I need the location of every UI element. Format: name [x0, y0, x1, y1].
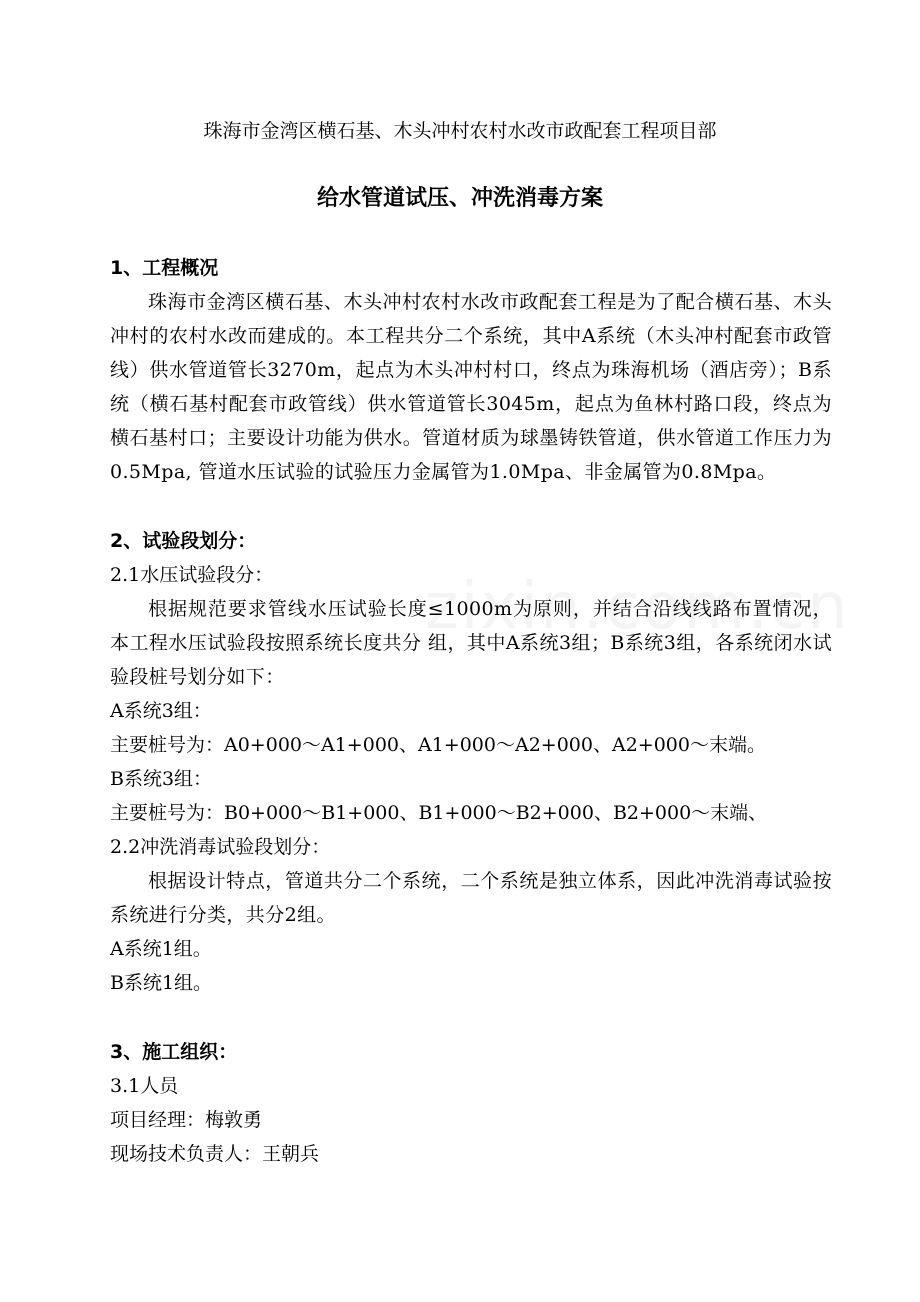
system-b-groups: B系统3组： — [110, 768, 213, 790]
technical-lead: 现场技术负责人：王朝兵 — [110, 1143, 320, 1165]
section-1-heading: 1、工程概况 — [110, 257, 219, 279]
document-body — [110, 251, 832, 1171]
subsection-3-1-title: 3.1人员 — [110, 1075, 179, 1097]
system-a-groups: A系统3组： — [110, 700, 212, 722]
project-manager: 项目经理：梅敦勇 — [110, 1109, 263, 1131]
organization-header: 珠海市金湾区横石基、木头冲村农村水改市政配套工程项目部 — [203, 120, 717, 142]
system-b-stations: 主要桩号为：B0+000～B1+000、B1+000～B2+000、B2+000～末端、 — [110, 802, 768, 824]
subsection-2-2-title: 2.2冲洗消毒试验段划分： — [110, 836, 331, 858]
subsection-2-1-title: 2.1水压试验段分： — [110, 564, 274, 586]
system-a-flush-groups: A系统1组。 — [110, 938, 212, 960]
subsection-2-1-paragraph: 根据规范要求管线水压试验长度≤1000m为原则，并结合沿线线路布置情况，本工程水压试验段按照系统长度共分 组，其中A系统3组；B系统3组，各系统闭水试验段桩号划分如下： — [110, 598, 832, 688]
subsection-2-2-paragraph: 根据设计特点，管道共分二个系统，二个系统是独立体系，因此冲洗消毒试验按系统进行分类，共分2组。 — [110, 870, 832, 926]
section-2-heading: 2、试验段划分： — [110, 530, 257, 552]
document-title: 给水管道试压、冲洗消毒方案 — [316, 185, 603, 211]
system-a-stations: 主要桩号为：A0+000～A1+000、A1+000～A2+000、A2+000～末端。 — [110, 734, 766, 756]
system-b-flush-groups: B系统1组。 — [110, 972, 213, 994]
section-1-paragraph: 珠海市金湾区横石基、木头冲村农村水改市政配套工程是为了配合横石基、木头冲村的农村水改而建成的。本工程共分二个系统，其中A系统（木头冲村配套市政管线）供水管道管长3270m，起点为木头冲村村口，终点为珠海机场（酒店旁）；B系统（横石基村配套市政管线）供水管道管长3045m，起点为鱼林村路口段，终点为横石基村口；主要设计功能为供水。管道材质为球墨铸铁管道，供水管道工作压力为0.5Mpa, 管道水压试验的试验压力金属管为1.0Mpa、非金属管为0.8Mpa。 — [110, 291, 832, 483]
section-3-heading: 3、施工组织： — [110, 1041, 238, 1063]
section-gap — [110, 1000, 832, 1035]
section-gap — [110, 489, 832, 524]
